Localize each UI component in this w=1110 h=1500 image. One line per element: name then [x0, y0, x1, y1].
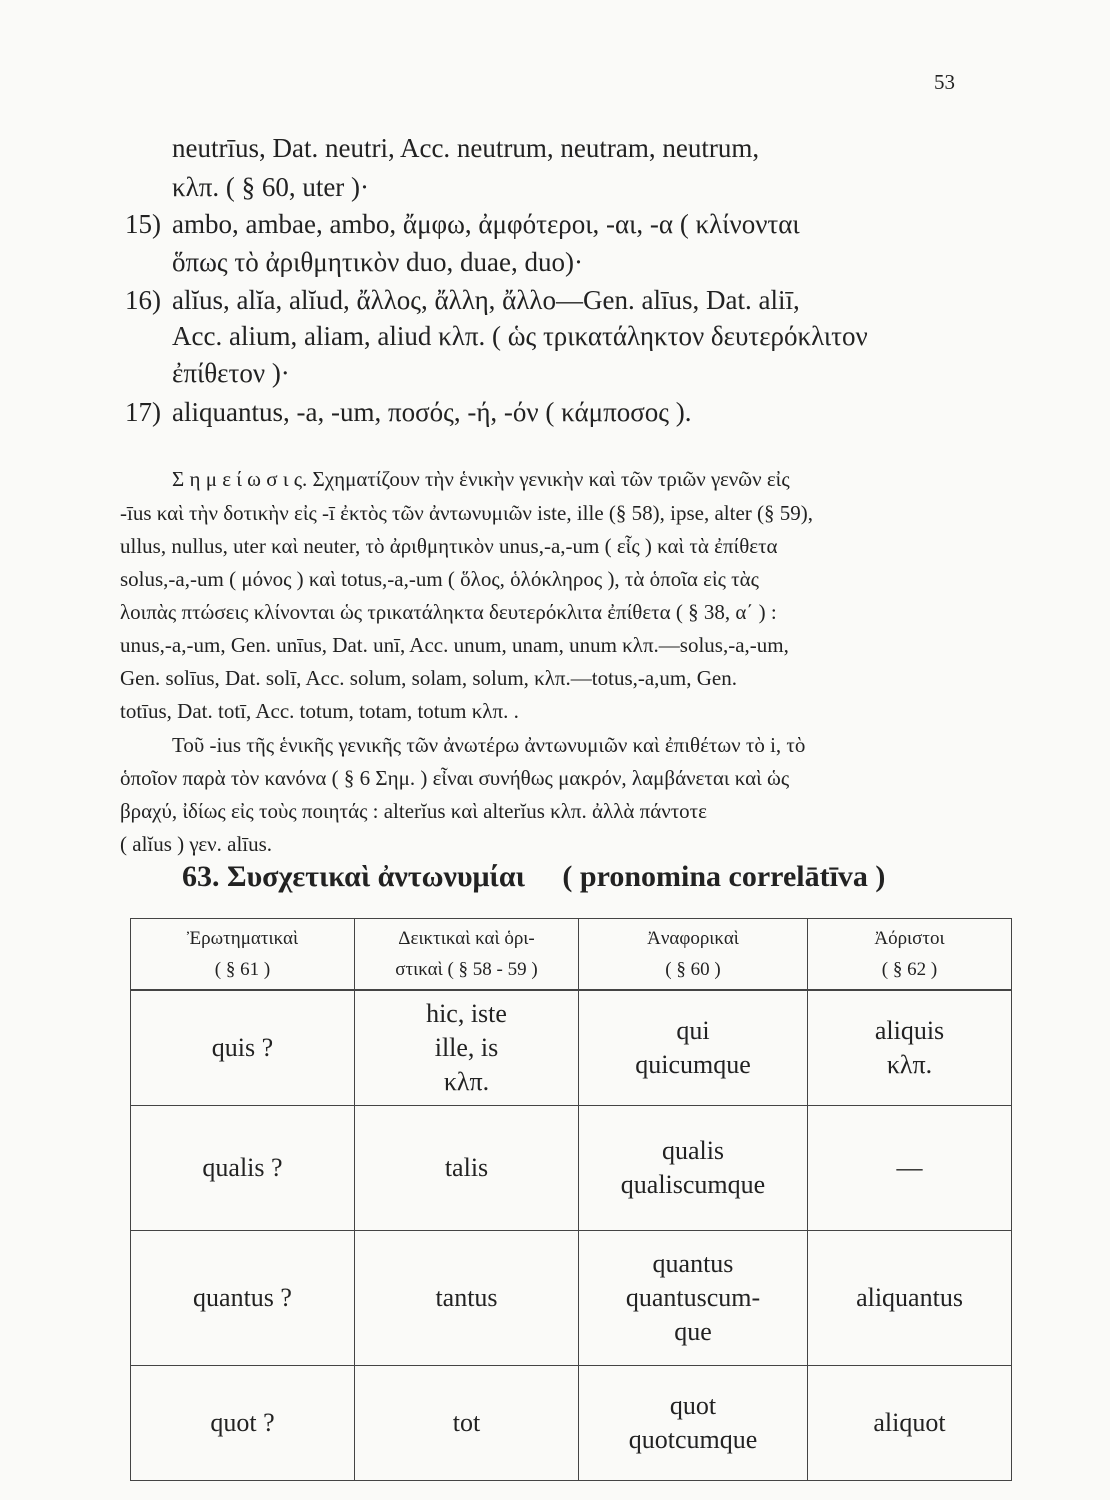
note-line: -īus καὶ τὴν δοτικὴν εἰς -ī ἐκτὸς τῶν ἀντωνυμιῶν iste, ille (§ 58), ipse, alter (§ 59),: [120, 501, 813, 525]
note-line: Σ η μ ε ί ω σ ι ς. Σχηματίζουν τὴν ἑνικὴν γενικὴν καὶ τῶν τριῶν γενῶν εἰς: [172, 467, 790, 491]
body-line: κλπ. ( § 60, uter )·: [172, 172, 370, 202]
table-cell: quantus quantuscum- que: [579, 1231, 808, 1366]
item-number: 17): [125, 397, 161, 427]
table-cell: tot: [355, 1366, 579, 1481]
table-cell: quantus ?: [131, 1231, 355, 1366]
table-cell: —: [808, 1106, 1012, 1231]
table-header-row: [131, 919, 1012, 991]
table-cell: qualis qualiscumque: [579, 1106, 808, 1231]
note-line: ( alĭus ) γεν. alīus.: [120, 832, 273, 856]
note-line: ullus, nullus, uter καὶ neuter, τὸ ἀριθμητικὸν unus,-a,-um ( εἷς ) καὶ τὰ ἐπίθετα: [120, 534, 778, 558]
table-cell: quot ?: [131, 1366, 355, 1481]
table-cell: aliquantus: [808, 1231, 1012, 1366]
section-title-latin: ( pronomina correlātīva ): [562, 860, 886, 893]
table-row: [131, 1231, 1012, 1366]
note-line: totīus, Dat. totī, Acc. totum, totam, totum κλπ. .: [120, 699, 519, 723]
table-cell: talis: [355, 1106, 579, 1231]
body-line: ambo, ambae, ambo, ἄμφω, ἀμφότεροι, -αι, -α ( κλίνονται: [172, 209, 800, 239]
header-relative: Ἀναφορικαὶ ( § 60 ): [579, 919, 808, 991]
body-line: neutrīus, Dat. neutri, Acc. neutrum, neutram, neutrum,: [172, 133, 760, 163]
table-cell: quis ?: [131, 990, 355, 1106]
table-row: [131, 1366, 1012, 1481]
page-number: 53: [934, 70, 955, 94]
table-cell: tantus: [355, 1231, 579, 1366]
section-title-greek: Συσχετικαὶ ἀντωνυμίαι: [227, 860, 525, 893]
table-row: [131, 1106, 1012, 1231]
table-cell: qui quicumque: [579, 990, 808, 1106]
item-number: 16): [125, 285, 161, 315]
header-indefinite: Ἀόριστοι ( § 62 ): [808, 919, 1012, 991]
table-cell: aliquis κλπ.: [808, 990, 1012, 1106]
table-cell: hic, iste ille, is κλπ.: [355, 990, 579, 1106]
note-line: Gen. solīus, Dat. solī, Acc. solum, solam, solum, κλπ.—totus,-a,um, Gen.: [120, 666, 737, 690]
table-row: [131, 990, 1012, 1106]
correlative-pronouns-table: [130, 918, 1012, 1481]
note-line: solus,-a,-um ( μόνος ) καὶ totus,-a,-um ( ὅλος, ὁλόκληρος ), τὰ ὁποῖα εἰς τὰς: [120, 567, 759, 591]
table-cell: aliquot: [808, 1366, 1012, 1481]
body-line: ὅπως τὸ ἀριθμητικὸν duo, duae, duo)·: [172, 247, 583, 277]
header-demonstrative: Δεικτικαὶ καὶ ὁρι- στικαὶ ( § 58 - 59 ): [355, 919, 579, 991]
section-number: 63.: [182, 860, 220, 893]
body-line: alĭus, alĭa, alĭud, ἄλλος, ἄλλη, ἄλλο—Gen. alīus, Dat. aliī,: [172, 285, 800, 315]
section-heading: [182, 860, 885, 894]
note-line: ὁποῖον παρὰ τὸν κανόνα ( § 6 Σημ. ) εἶναι συνήθως μακρόν, λαμβάνεται καὶ ὡς: [120, 766, 790, 790]
note-line: βραχύ, ἰδίως εἰς τοὺς ποιητάς : alterĭus καὶ alterĭus κλπ. ἀλλὰ πάντοτε: [120, 799, 707, 823]
header-interrogative: Ἐρωτηματικαὶ ( § 61 ): [131, 919, 355, 991]
item-number: 15): [125, 209, 161, 239]
note-line: Τοῦ -ius τῆς ἑνικῆς γενικῆς τῶν ἀνωτέρω ἀντωνυμιῶν καὶ ἐπιθέτων τὸ i, τὸ: [172, 733, 806, 757]
table-cell: qualis ?: [131, 1106, 355, 1231]
body-line: Acc. alium, aliam, aliud κλπ. ( ὡς τρικατάληκτον δευτερόκλιτον: [172, 321, 868, 351]
body-line: aliquantus, -a, -um, ποσός, -ή, -όν ( κάμποσος ).: [172, 397, 692, 427]
body-line: ἐπίθετον )·: [172, 358, 290, 388]
note-line: unus,-a,-um, Gen. unīus, Dat. unī, Acc. unum, unam, unum κλπ.—solus,-a,-um,: [120, 633, 789, 657]
table-cell: quot quotcumque: [579, 1366, 808, 1481]
note-line: λοιπὰς πτώσεις κλίνονται ὡς τρικατάληκτα δευτερόκλιτα ἐπίθετα ( § 38, α΄ ) :: [120, 600, 777, 624]
